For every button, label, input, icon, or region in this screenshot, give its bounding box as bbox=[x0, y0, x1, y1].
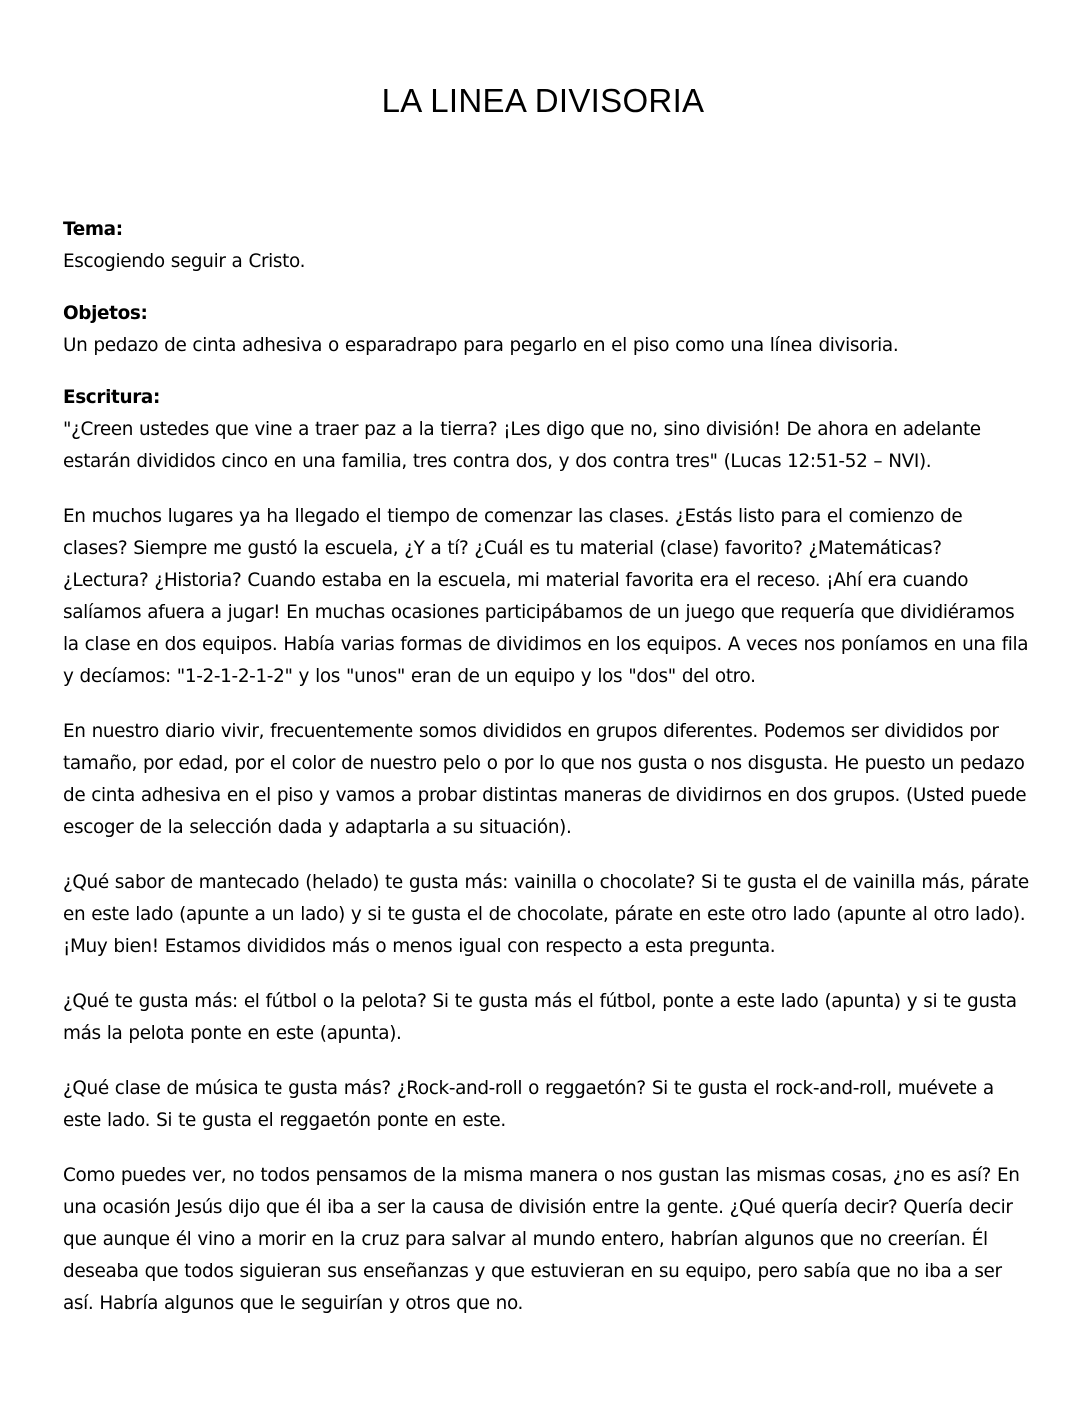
section-escritura bbox=[63, 382, 1031, 478]
body-paragraph: En nuestro diario vivir, frecuentemente somos divididos en grupos diferentes. Podemos ser divididos por tamaño, por edad, por el color de nuestro pelo o por lo que nos gusta o nos disgusta. He puesto un pedazo de cinta adhesiva en el piso y vamos a probar distintas maneras de dividirnos en dos grupos. (Usted puede escoger de la selección dada y adaptarla a su situación). bbox=[63, 721, 1027, 838]
section-text: Un pedazo de cinta adhesiva o esparadrapo para pegarlo en el piso como una línea divisoria. bbox=[63, 335, 899, 356]
page-title: LA LINEA DIVISORIA bbox=[381, 82, 705, 119]
section-label: Objetos: bbox=[63, 303, 148, 324]
section-objetos bbox=[63, 298, 1031, 362]
body-paragraph: ¿Qué sabor de mantecado (helado) te gusta más: vainilla o chocolate? Si te gusta el de vainilla más, párate en este lado (apunte a un lado) y si te gusta el de chocolate, párate en este otro lado (apunte al otro lado). ¡Muy bien! Estamos divididos más o menos igual con respecto a esta pregunta. bbox=[63, 872, 1029, 957]
body-paragraph: ¿Qué clase de música te gusta más? ¿Rock-and-roll o reggaetón? Si te gusta el rock-and-roll, muévete a este lado. Si te gusta el reggaetón ponte en este. bbox=[63, 1078, 994, 1131]
document-body bbox=[63, 214, 1031, 1343]
section-text: "¿Creen ustedes que vine a traer paz a la tierra? ¡Les digo que no, sino división! De ahora en adelante estarán divididos cinco en una familia, tres contra dos, y dos contra tres" (Lucas 12:51-52 – NVI). bbox=[63, 419, 981, 472]
body-paragraph: ¿Qué te gusta más: el fútbol o la pelota? Si te gusta más el fútbol, ponte a este lado (apunta) y si te gusta más la pelota ponte en este (apunta). bbox=[63, 991, 1017, 1044]
section-tema bbox=[63, 214, 1031, 278]
body-paragraph: Como puedes ver, no todos pensamos de la misma manera o nos gustan las mismas cosas, ¿no es así? En una ocasión Jesús dijo que él iba a ser la causa de división entre la gente. ¿Qué quería decir? Quería decir que aunque él vino a morir en la cruz para salvar al mundo entero, habrían algunos que no creerían. Él deseaba que todos siguieran sus enseñanzas y que estuvieran en su equipo, pero sabía que no iba a ser así. Habría algunos que le seguirían y otros que no. bbox=[63, 1165, 1020, 1314]
section-label: Escritura: bbox=[63, 387, 161, 408]
section-text: Escogiendo seguir a Cristo. bbox=[63, 251, 306, 272]
body-paragraph: En muchos lugares ya ha llegado el tiempo de comenzar las clases. ¿Estás listo para el comienzo de clases? Siempre me gustó la escuela, ¿Y a tí? ¿Cuál es tu material (clase) favorito? ¿Matemáticas? ¿Lectura? ¿Historia? Cuando estaba en la escuela, mi material favorita era el receso. ¡Ahí era cuando salíamos afuera a jugar! En muchas ocasiones participábamos de un juego que requería que dividiéramos la clase en dos equipos. Había varias formas de dividimos en los equipos. A veces nos poníamos en una fila y decíamos: "1-2-1-2-1-2" y los "unos" eran de un equipo y los "dos" del otro. bbox=[63, 506, 1029, 687]
section-label: Tema: bbox=[63, 219, 123, 240]
